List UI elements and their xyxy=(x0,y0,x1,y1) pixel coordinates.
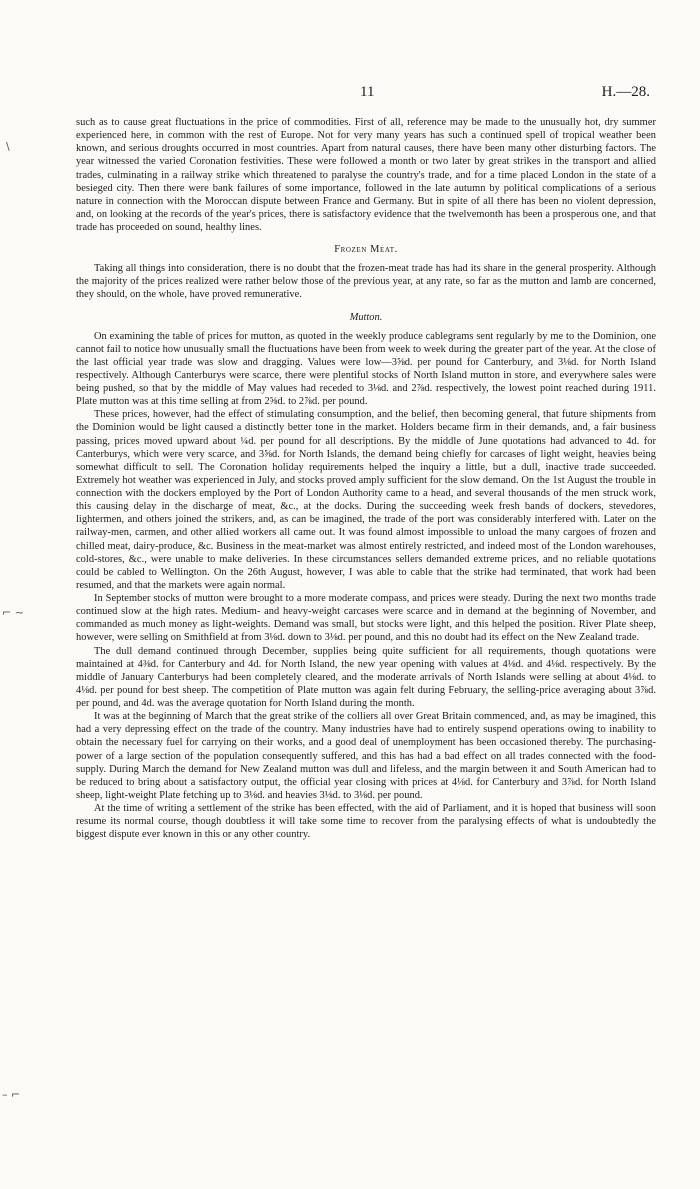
section-heading-mutton: Mutton. xyxy=(349,311,383,323)
paragraph-september: In September stocks of mutton were brought to a more moderate compass, and prices were steady. During the next two months trade continued slow at the high rates. Medium- and heavy-weight carcases were scarce and in demand at the beginning of November, and commanded as much money as light-weights. Demand was small, but stocks were light, and this helped the position. River Plate sheep, however, were selling on Smithfield at from 3⅛d. down to 3⅛d. per pound, and this no doubt had its effect on the New Zealand trade. xyxy=(76,593,656,644)
margin-mark-middle: ⌐ ~ xyxy=(2,606,24,619)
paragraph-strike-effects: These prices, however, had the effect of stimulating consumption, and the belief, then becoming general, that future shipments from the Dominion would be light caused a distinctly better tone in the market. Holders became firm in their demands, and, a fair business passing, prices moved upward about ¼d. per pound for all descriptions. By the middle of June quotations had advanced to 4d. for Canterburys, which were very scarce, and 3⅝d. for North Islands, the demand being chiefly for carcases of light weight, heavies being somewhat difficult to sell. The Coronation holiday requirements helped the inquiry a little, but a dull, inactive trade succeeded. Extremely hot weather was experienced in July, and stocks proved amply sufficient for the slow demand. On the 1st August the trouble in connection with the dockers employed by the Port of London Authority came to a head, and several thousands of the men struck work, this causing delay in the discharge of meat, &c., at the docks. During the succeeding week fresh bands of dockers, stevedores, lightermen, and others joined the strikers, and, as can be imagined, the trade of the port was considerably interfered with. Later on the railway-men, carmen, and other allied workers all came out. It was found almost impossible to unload the many cargoes of frozen and chilled meat, dairy-produce, &c. Business in the meat-market was almost entirely restricted, and indeed most of the London warehouses, cold-stores, &c., were unable to make deliveries. In these circumstances sellers demanded extreme prices, and no reliable quotations could be cabled to Wellington. On the 26th August, however, I was able to cable that the strike had terminated, that work had been resumed, and that the markets were again normal. xyxy=(76,409,656,591)
paragraph-colliers-strike: It was at the beginning of March that the great strike of the colliers all over Great Britain commenced, and, as may be imagined, this had a very depressing effect on the trade of the country. Many industries have had to entirely suspend operations owing to inability to obtain the necessary fuel for carrying on their works, and a good deal of unemployment has been occasioned thereby. The purchasing-power of a large section of the population consequently suffered, and this has had a bad effect on all trades connected with the food-supply. During March the demand for New Zealand mutton was dull and lifeless, and the margin between it and South American had to be reduced to bring about a satisfactory output, the official year closing with prices at 4⅛d. for Canterbury and 3⅞d. for North Island sheep, light-weight Plate fetching up to 3⅛d. and heavies 3⅛d. to 3⅛d. per pound. xyxy=(76,711,656,801)
paragraph-intro: such as to cause great fluctuations in the price of commodities. First of all, reference may be made to the unusually hot, dry summer experienced here, in common with the rest of Europe. Not for very many years has such a continued spell of tropical weather been known, and serious droughts occurred in most countries. Apart from natural causes, there have been many other disturbing factors. The year witnessed the varied Coronation festivities. These were followed a month or two later by great strikes in the transport and allied trades, culminating in a railway strike which threatened to paralyse the country's trade, and for a time placed London in the state of a besieged city. Then there were bank failures of some importance, followed in the late autumn by political complications of a serious nature in connection with the Moroccan dispute between France and Germany. But in spite of all there has been no violent depression, and, on looking at the records of the year's prices, there is satisfactory evidence that the twelvemonth has been a prosperous one, and that trade has proceeded on sound, healthy lines. xyxy=(76,117,656,233)
paragraph-december: The dull demand continued through December, supplies being quite sufficient for all requirements, though quotations were maintained at 4⅜d. for Canterbury and 4d. for North Island, the new year opening with values at 4⅛d. and 4⅛d. respectively. By the middle of January Canterburys had been completely cleared, and the moderate arrivals of North Islands were selling at about 4⅛d. to 4⅛d. per pound for best sheep. The competition of Plate mutton was again felt during February, the selling-price averaging about 3⅞d. per pound, and 4d. was the average quotation for North Island during the month. xyxy=(76,645,656,709)
page-header xyxy=(0,84,700,104)
section-heading-frozen-meat: Frozen Meat. xyxy=(334,244,398,256)
document-body xyxy=(76,116,656,841)
paragraph-frozen-meat: Taking all things into consideration, there is no doubt that the frozen-meat trade has had its share in the general prosperity. Although the majority of the prices realized were rather below those of the previous year, at any rate, so far as the mutton and lamb are concerned, they should, on the whole, have proved remunerative. xyxy=(76,263,656,301)
margin-mark-top: \ xyxy=(6,140,10,153)
page-number: 11 xyxy=(360,84,375,100)
document-reference: H.—28. xyxy=(601,84,650,100)
paragraph-settlement: At the time of writing a settlement of the strike has been effected, with the aid of Parliament, and it is hoped that business will soon resume its normal course, though doubtless it will take some time to recover from the paralysing effects of what is undoubtedly the biggest dispute ever known in this or any other country. xyxy=(76,803,656,841)
margin-mark-bottom: – ⌐ xyxy=(2,1088,21,1101)
paragraph-mutton-prices: On examining the table of prices for mutton, as quoted in the weekly produce cablegrams sent regularly by me to the Dominion, one cannot fail to notice how unusually small the fluctuations have been from week to week during the greater part of the year. At the close of the last official year trade was slow and dragging. Values were low—3⅝d. per pound for Canterbury, and 3⅛d. for North Island respectively. Although Canterburys were scarce, there were plentiful stocks of North Island mutton in store, and everywhere sales were being pushed, so that by the middle of May values had receded to 3⅛d. and 2⅞d. respectively, the lowest point reached during 1911. Plate mutton was at this time selling at from 2⅝d. to 2⅞d. per pound. xyxy=(76,330,656,408)
